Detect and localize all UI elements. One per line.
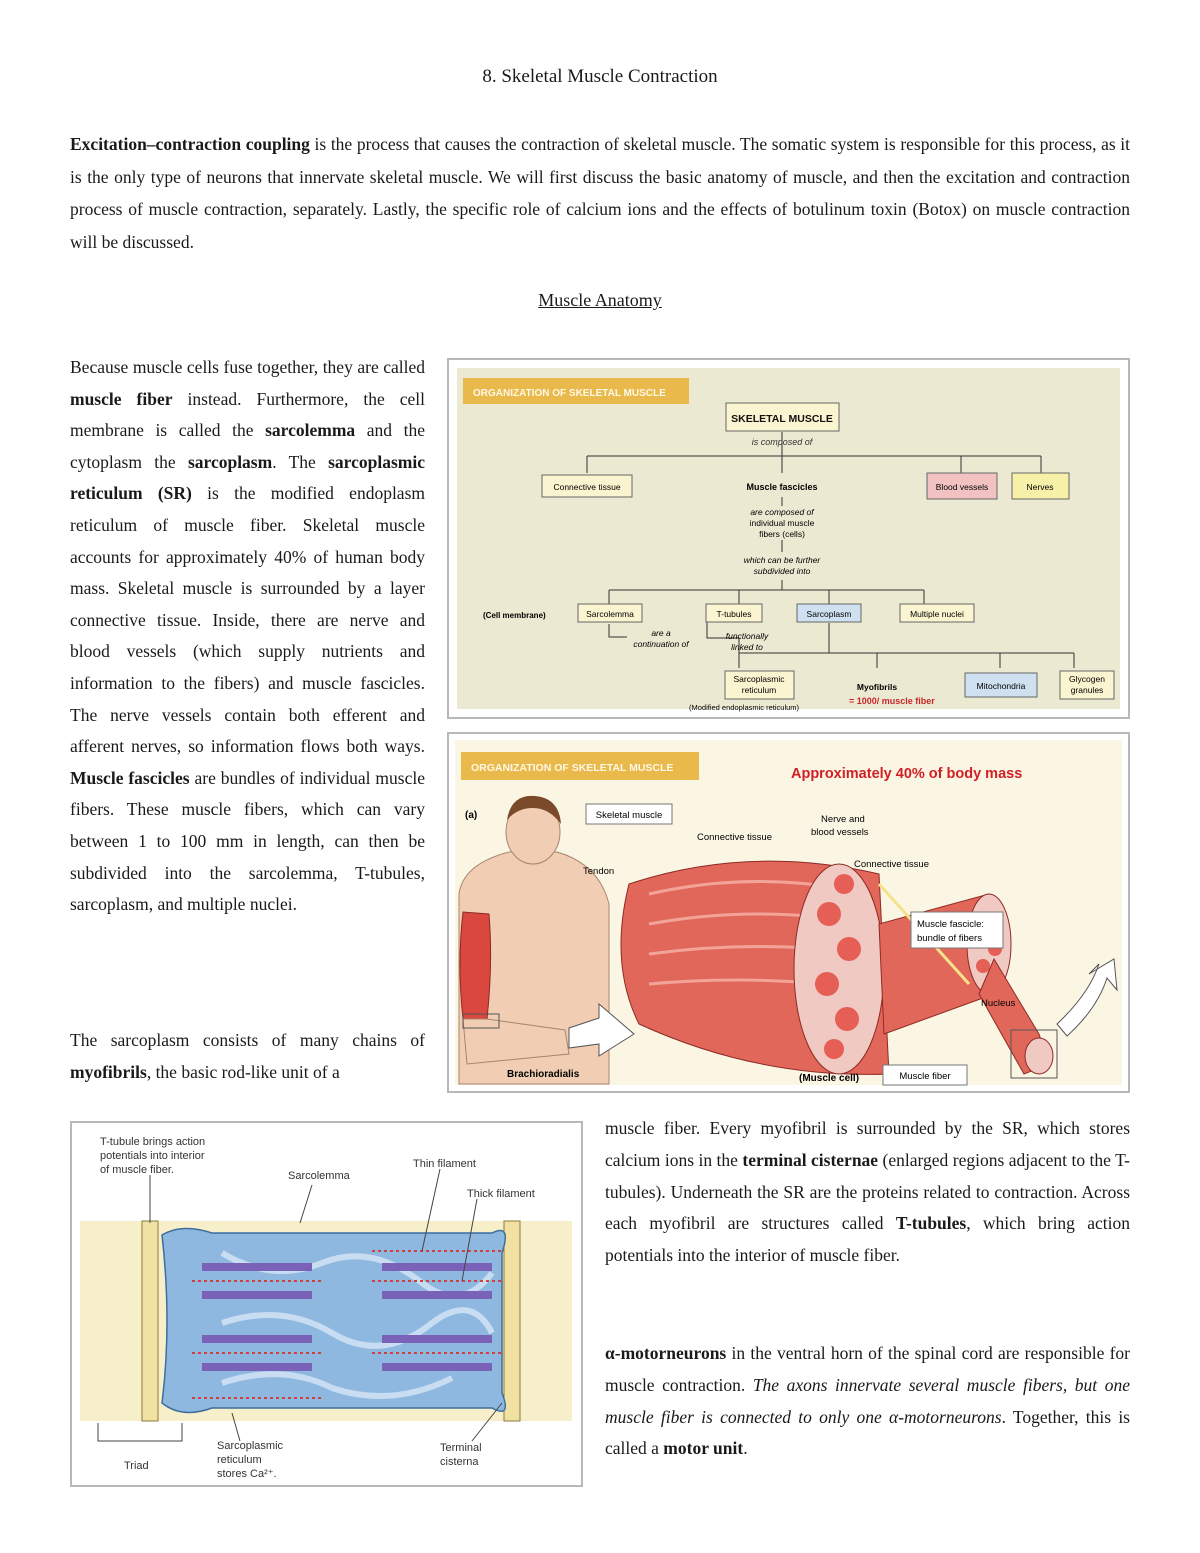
svg-text:reticulum: reticulum (741, 685, 777, 695)
svg-text:granules: granules (1070, 685, 1104, 695)
svg-text:ORGANIZATION OF SKELETAL MUSCL: ORGANIZATION OF SKELETAL MUSCLE (471, 762, 674, 774)
section-heading: Muscle Anatomy (538, 290, 662, 310)
node-muscle-fascicles: Muscle fascicles (746, 482, 818, 492)
svg-text:Skeletal muscle: Skeletal muscle (595, 810, 663, 821)
svg-text:continuation of: continuation of (633, 639, 689, 649)
label-connective-tissue-1: Connective tissue (697, 832, 772, 843)
svg-text:cisterna: cisterna (440, 1456, 479, 1468)
page-title: 8. Skeletal Muscle Contraction (482, 66, 718, 87)
illustration-headline: Approximately 40% of body mass (791, 766, 1023, 782)
figure-muscle-illustration (447, 732, 1130, 1093)
svg-text:which can be further: which can be further (743, 555, 821, 565)
figure-organization-chart (447, 358, 1130, 719)
annotation-thousand: = 1000/ muscle fiber (849, 696, 935, 706)
right-paragraph-1: muscle fiber. Every myofibril is surrounded by the SR, which stores calcium ions in the terminal cisternae (enlarged regions adjacent to the T-tubules). Underneath the SR are the proteins related to contraction. Across each myofibril are structures called T-tubules, which bring action potentials into the interior of muscle fiber. (605, 1118, 1130, 1266)
muscle-illustration (449, 734, 1128, 1091)
svg-text:reticulum: reticulum (217, 1454, 262, 1466)
svg-text:are composed of: are composed of (750, 507, 814, 517)
svg-text:stores Ca²⁺.: stores Ca²⁺. (217, 1468, 277, 1480)
svg-text:fibers (cells): fibers (cells) (759, 529, 805, 539)
svg-text:(Muscle cell): (Muscle cell) (799, 1073, 860, 1084)
svg-text:linked to: linked to (731, 642, 763, 652)
svg-text:Nerves: Nerves (1026, 482, 1054, 492)
organization-chart (449, 360, 1128, 717)
label-nucleus: Nucleus (981, 998, 1016, 1009)
label-tendon: Tendon (583, 866, 615, 877)
label-terminal-cisterna: Terminal (440, 1442, 482, 1454)
t-tubule-diagram (72, 1123, 581, 1485)
svg-text:Brachioradialis: Brachioradialis (507, 1069, 580, 1080)
svg-text:Mitochondria: Mitochondria (976, 681, 1026, 691)
label-sarcolemma: Sarcolemma (288, 1170, 350, 1182)
svg-text:(Cell membrane): (Cell membrane) (483, 611, 546, 620)
intro-paragraph (70, 128, 1130, 258)
right-paragraph-2: α-motorneurons in the ventral horn of the spinal cord are responsible for muscle contraction. The axons innervate several muscle fibers, but one muscle fiber is connected to only one α-motorneurons. Together, this is called a motor unit. (605, 1343, 1130, 1459)
svg-text:of muscle fiber.: of muscle fiber. (100, 1164, 174, 1176)
label-connective-tissue-2: Connective tissue (854, 859, 929, 870)
svg-text:(a): (a) (465, 810, 478, 821)
svg-text:blood vessels: blood vessels (811, 827, 869, 838)
svg-text:functionally: functionally (725, 631, 769, 641)
svg-text:subdivided into: subdivided into (753, 566, 811, 576)
label-sarcoplasmic-reticulum: Sarcoplasmic (217, 1440, 284, 1452)
svg-text:SKELETAL MUSCLE: SKELETAL MUSCLE (731, 413, 833, 425)
svg-text:potentials into interior: potentials into interior (100, 1150, 205, 1162)
svg-text:Sarcoplasm: Sarcoplasm (806, 609, 852, 619)
t-tubule-left (142, 1221, 158, 1421)
label-thick-filament: Thick filament (467, 1188, 535, 1200)
svg-text:individual muscle: individual muscle (749, 518, 815, 528)
intro-term: Excitation–contraction coupling (70, 134, 310, 154)
svg-text:bundle of fibers: bundle of fibers (917, 933, 982, 944)
svg-text:Sarcolemma: Sarcolemma (586, 609, 634, 619)
svg-text:Connective tissue: Connective tissue (553, 482, 621, 492)
figure-t-tubule-diagram (70, 1121, 583, 1487)
node-myofibrils: Myofibrils (856, 682, 898, 692)
left-paragraph-2: The sarcoplasm consists of many chains of myofibrils, the basic rod-like unit of a (70, 1030, 425, 1082)
svg-text:Glycogen: Glycogen (1069, 674, 1105, 684)
left-paragraph-1: Because muscle cells fuse together, they are called muscle fiber instead. Furthermore, the cell membrane is called the sarcolemma and the cytoplasm the sarcoplasm. The sarcoplasmic reticulum (SR) is the modified endoplasm reticulum of muscle fiber. Skeletal muscle accounts for approximately 40% of human body mass. Skeletal muscle is surrounded by a layer connective tissue. Inside, there are nerve and blood vessels (which supply nutrients and information to the fibers) and muscle fascicles. The nerve vessels contain both efferent and afferent nerves, so information flows both ways. Muscle fascicles are bundles of individual muscle fibers. These muscle fibers, which can vary between 1 to 100 mm in length, can then be subdivided into the sarcolemma, T-tubules, sarcoplasm, and multiple nuclei. (70, 357, 426, 915)
svg-text:Nerve and: Nerve and (821, 814, 865, 825)
svg-text:Blood vessels: Blood vessels (935, 482, 989, 492)
svg-text:Sarcoplasmic: Sarcoplasmic (733, 674, 785, 684)
svg-text:are a: are a (651, 628, 671, 638)
svg-text:Muscle fiber: Muscle fiber (899, 1071, 951, 1082)
t-tubule-right (504, 1221, 520, 1421)
svg-text:T-tubules: T-tubules (716, 609, 752, 619)
label-t-tubule: T-tubule brings action (100, 1136, 206, 1148)
chart-banner-text: ORGANIZATION OF SKELETAL MUSCLE (473, 388, 666, 399)
svg-text:is composed of: is composed of (751, 437, 813, 447)
intro-text: is the process that causes the contraction of skeletal muscle. The somatic system is responsible for this process, as it is the only type of neurons that innervate skeletal muscle. We will first discuss the basic anatomy of muscle, and then the excitation and contraction process of muscle contraction, separately. Lastly, the specific role of calcium ions and the effects of botulinum toxin (Botox) on muscle contraction will be discussed. (70, 134, 1130, 252)
svg-text:Multiple nuclei: Multiple nuclei (910, 609, 964, 619)
svg-text:Muscle fascicle:: Muscle fascicle: (917, 919, 985, 930)
svg-text:(Modified endoplasmic reticulu: (Modified endoplasmic reticulum) (689, 703, 800, 712)
label-triad: Triad (124, 1460, 149, 1472)
label-thin-filament: Thin filament (413, 1158, 476, 1170)
